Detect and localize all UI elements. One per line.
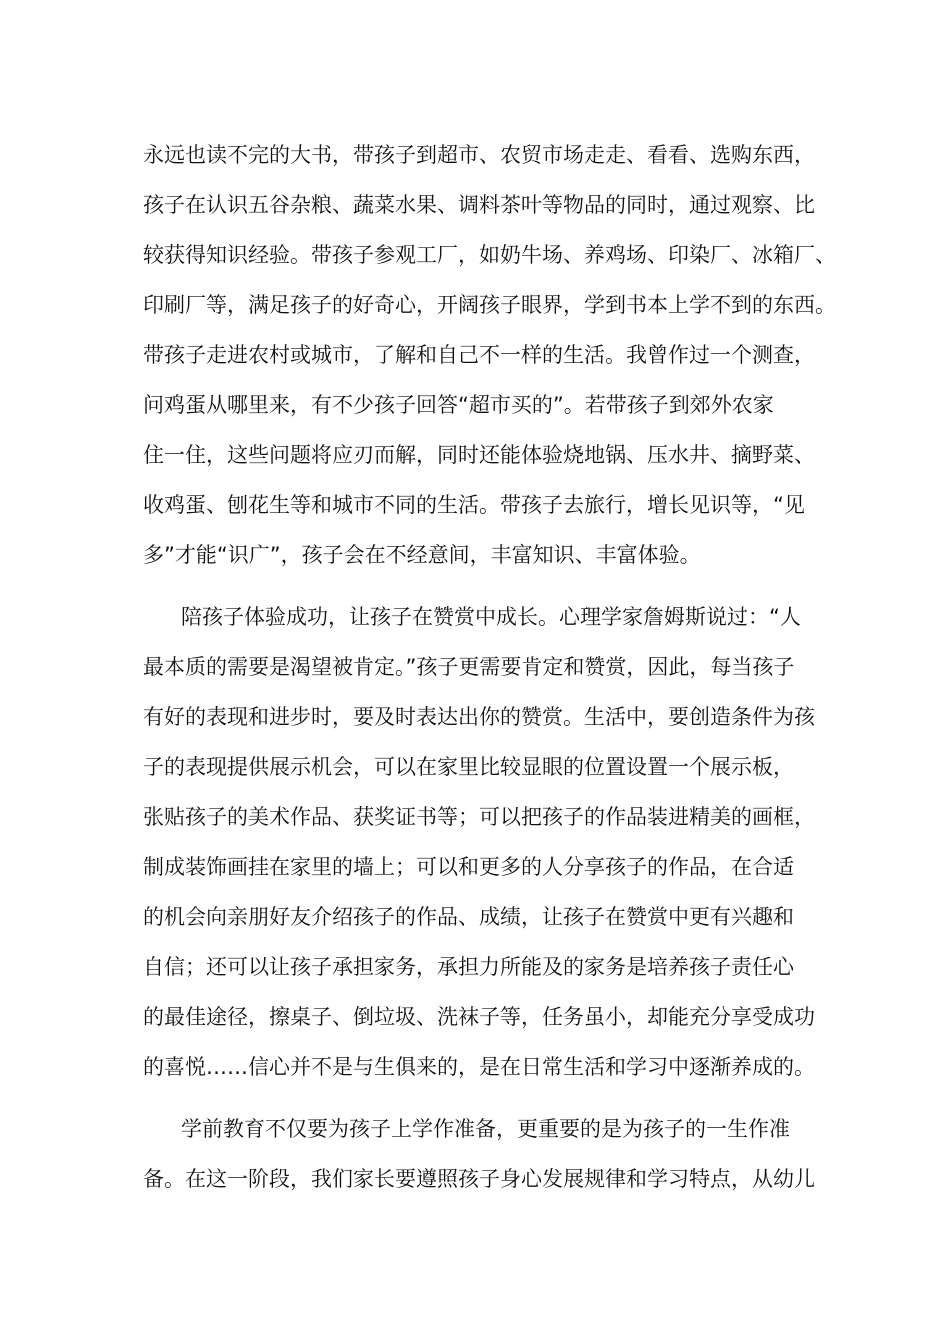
text-line: 永远也读不完的大书，带孩子到超市、农贸市场走走、看看、选购东西， xyxy=(143,143,815,167)
text-line: 有好的表现和进步时，要及时表达出你的赞赏。生活中，要创造条件为孩 xyxy=(143,705,815,729)
text-line: 的喜悦……信心并不是与生俱来的，是在日常生活和学习中逐渐养成的。 xyxy=(143,1055,815,1079)
text-line: 的机会向亲朋好友介绍孩子的作品、成绩，让孩子在赞赏中更有兴趣和 xyxy=(143,905,794,929)
paragraph-3 xyxy=(143,1104,813,1204)
text-line: 自信；还可以让孩子承担家务，承担力所能及的家务是培养孩子责任心 xyxy=(143,955,794,979)
paragraph-2 xyxy=(143,592,813,1092)
text-line: 问鸡蛋从哪里来，有不少孩子回答“超市买的”。若带孩子到郊外农家 xyxy=(143,393,774,417)
text-line: 带孩子走进农村或城市，了解和自己不一样的生活。我曾作过一个测查， xyxy=(143,343,815,367)
text-line: 子的表现提供展示机会，可以在家里比较显眼的位置设置一个展示板， xyxy=(143,755,794,779)
text-line: 较获得知识经验。带孩子参观工厂，如奶牛场、养鸡场、印染厂、冰箱厂、 xyxy=(143,243,836,267)
text-line: 张贴孩子的美术作品、获奖证书等；可以把孩子的作品装进精美的画框， xyxy=(143,805,815,829)
text-line: 收鸡蛋、刨花生等和城市不同的生活。带孩子去旅行，增长见识等，“见 xyxy=(143,493,805,517)
text-line: 最本质的需要是渴望被肯定。”孩子更需要肯定和赞赏，因此，每当孩子 xyxy=(143,655,795,679)
text-line: 学前教育不仅要为孩子上学作准备，更重要的是为孩子的一生作准 xyxy=(181,1117,790,1141)
text-line: 印刷厂等，满足孩子的好奇心，开阔孩子眼界，学到书本上学不到的东西。 xyxy=(143,293,836,317)
text-line: 住一住，这些问题将应刃而解，同时还能体验烧地锅、压水井、摘野菜、 xyxy=(143,443,815,467)
paragraph-1 xyxy=(143,130,836,580)
text-line: 制成装饰画挂在家里的墙上；可以和更多的人分享孩子的作品，在合适 xyxy=(143,855,794,879)
text-line: 的最佳途径，擦桌子、倒垃圾、洗袜子等，任务虽小，却能充分享受成功 xyxy=(143,1005,815,1029)
text-line: 孩子在认识五谷杂粮、蔬菜水果、调料茶叶等物品的同时，通过观察、比 xyxy=(143,193,815,217)
text-line: 备。在这一阶段，我们家长要遵照孩子身心发展规律和学习特点，从幼儿 xyxy=(143,1167,815,1191)
document-body xyxy=(143,130,836,1204)
text-line: 陪孩子体验成功，让孩子在赞赏中成长。心理学家詹姆斯说过：“人 xyxy=(181,605,801,629)
text-line: 多”才能“识广”，孩子会在不经意间，丰富知识、丰富体验。 xyxy=(143,543,701,567)
